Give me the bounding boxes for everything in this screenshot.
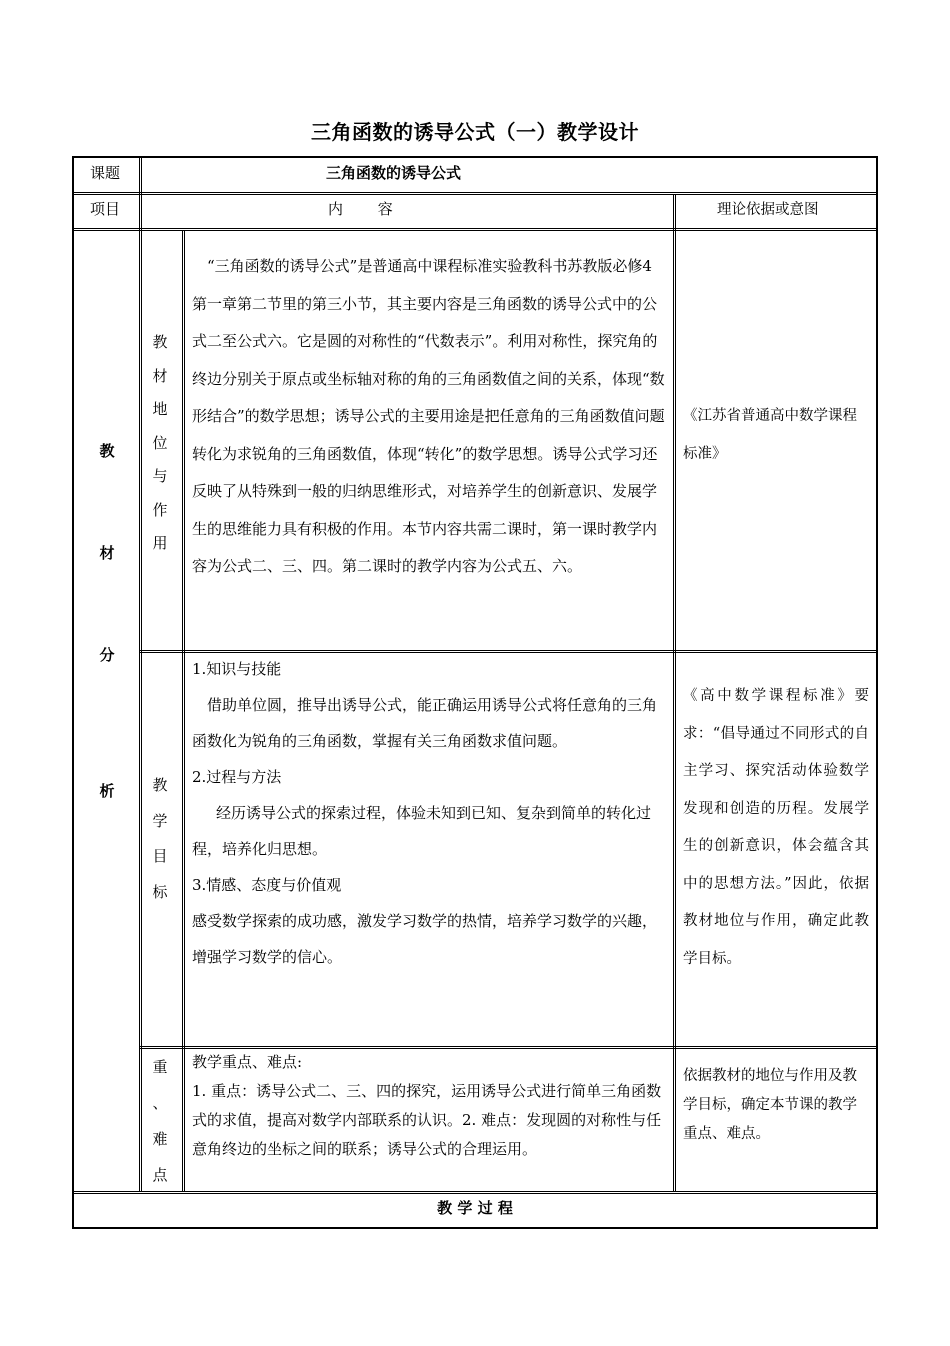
row-label-keypoints: 重 、 难 点 (152, 1058, 168, 1184)
objective-text-3: 感受数学探索的成功感，激发学习数学的热情，培养学习数学的兴趣，增强学习数学的信心。 (192, 912, 658, 966)
basis-label: 理论依据或意图 (717, 202, 819, 218)
keypoints-basis: 依据教材的地位与作用及教学目标，确定本节课的教学重点、难点。 (683, 1068, 857, 1142)
content-label: 内 容 (328, 200, 393, 218)
item-label: 项目 (90, 200, 121, 218)
objective-text-2: 经历诱导公式的探索过程，体验未知到已知、复杂到简单的转化过程，培养化归思想。 (192, 804, 652, 858)
objective-heading-2: 2.过程与方法 (192, 768, 282, 786)
objectives-basis: 《高中数学课程标准》要求：“倡导通过不同形式的自主学习、探究活动体验数学发现和创造的历程。发展学生的创新意识，体会蕴含其中的思想方法。”因此，依据教材地位与作用，确定此教学目标。 (683, 688, 869, 967)
section-label: 教 材 分 析 (99, 442, 115, 800)
objective-heading-3: 3.情感、态度与价值观 (192, 876, 342, 894)
document-title: 三角函数的诱导公式（一）教学设计 (311, 120, 639, 144)
position-basis: 《江苏省普通高中数学课程标准》 (683, 408, 857, 462)
keypoints-text: 1. 重点：诱导公式二、三、四的探究，运用诱导公式进行简单三角函数式的求值，提高对数学内部联系的认识。2. 难点：发现圆的对称性与任意角终边的坐标之间的联系；诱导公式的合理运用。 (192, 1082, 662, 1158)
row-label-objectives: 教 学 目 标 (152, 776, 168, 901)
position-content: “三角函数的诱导公式”是普通高中课程标准实验教科书苏教版必修4第一章第二节里的第三小节，其主要内容是三角函数的诱导公式中的公式二至公式六。它是圆的对称性的“代数表示”。利用对称性，探究角的终边分别关于原点或坐标轴对称的角的三角函数值之间的关系，体现“数形结合”的数学思想；诱导公式的主要用途是把任意角的三角函数值问题转化为求锐角的三角函数值，体现“转化”的数学思想。诱导公式学习还反映了从特殊到一般的归纳思维形式，对培养学生的创新意识、发展学生的思维能力具有积极的作用。本节内容共需二课时，第一课时教学内容为公式二、三、四。第二课时的教学内容为公式五、六。 (192, 257, 665, 575)
keypoints-heading: 教学重点、难点: (192, 1053, 303, 1071)
course-label: 课题 (90, 164, 121, 182)
course-value: 三角函数的诱导公式 (326, 164, 462, 182)
objective-heading-1: 1.知识与技能 (192, 660, 282, 678)
objective-text-1: 借助单位圆，推导出诱导公式，能正确运用诱导公式将任意角的三角函数化为锐角的三角函数，掌握有关三角函数求值问题。 (192, 696, 658, 750)
keypoints-content (192, 1048, 666, 1164)
row-label-position: 教 材 地 位 与 作 用 (152, 333, 168, 552)
teaching-process-heading: 教 学 过 程 (437, 1199, 513, 1217)
objectives-content (192, 651, 666, 975)
